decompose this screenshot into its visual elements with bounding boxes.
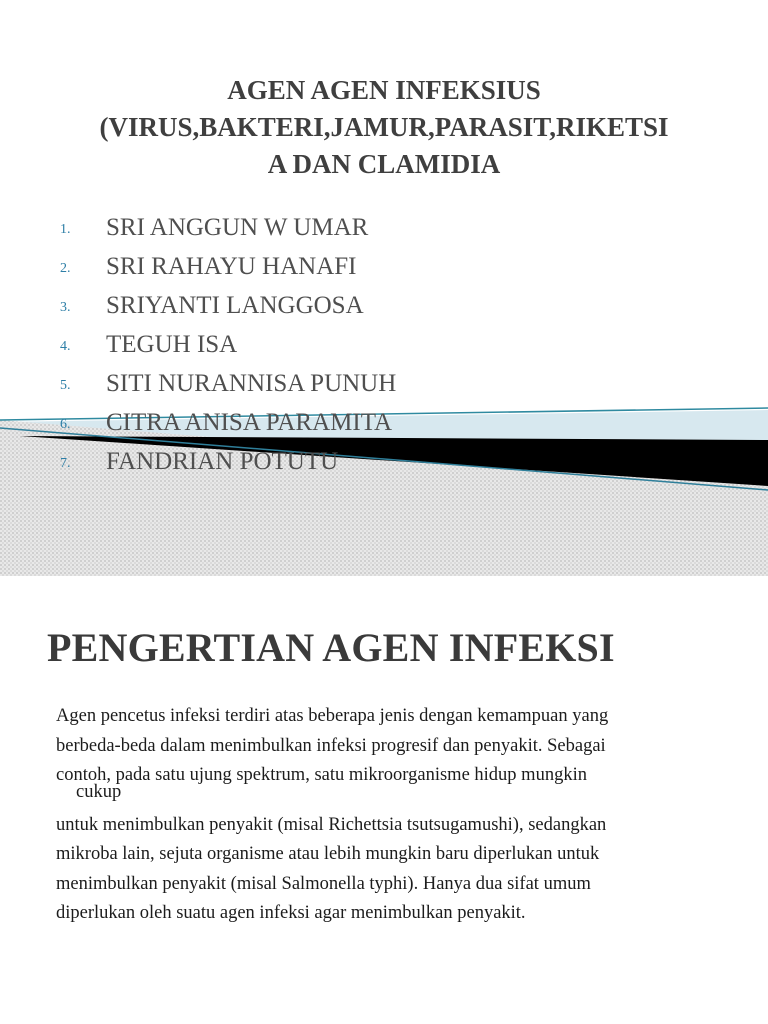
paragraph-line: berbeda-beda dalam menimbulkan infeksi progresif dan penyakit. Sebagai [56, 735, 606, 756]
list-item [60, 325, 396, 364]
paragraph-line: diperlukan oleh suatu agen infeksi agar menimbulkan penyakit. [56, 903, 526, 923]
list-number: 1. [60, 221, 71, 237]
list-number: 6. [60, 416, 71, 432]
title-line-1: AGEN AGEN INFEKSIUS [227, 75, 541, 105]
slide-2 [0, 576, 768, 1024]
list-item [60, 247, 396, 286]
list-item [60, 208, 396, 247]
member-name: SITI NURANNISA PUNUH [106, 369, 397, 397]
paragraph-line: menimbulkan penyakit (misal Salmonella typhi). Hanya dua sifat umum [56, 873, 591, 894]
member-list [60, 208, 396, 481]
list-number: 3. [60, 299, 71, 315]
list-item [60, 364, 396, 403]
slide-2-title: PENGERTIAN AGEN INFEKSI [47, 625, 615, 670]
title-line-2: (VIRUS,BAKTERI,JAMUR,PARASIT,RIKETSI [99, 112, 669, 142]
paragraph-line: Agen pencetus infeksi terdiri atas beberapa jenis dengan kemampuan yang [56, 706, 609, 726]
list-item [60, 286, 396, 325]
member-name: TEGUH ISA [106, 330, 238, 358]
definition-paragraph [56, 702, 756, 929]
member-name: SRI RAHAYU HANAFI [106, 252, 357, 280]
list-number: 7. [60, 455, 71, 471]
slide-1-title [40, 72, 728, 183]
member-name: SRIYANTI LANGGOSA [106, 291, 364, 319]
list-item [60, 403, 396, 442]
list-item [60, 442, 396, 481]
list-number: 5. [60, 377, 71, 393]
member-name: FANDRIAN POTUTU [106, 447, 339, 475]
member-name: SRI ANGGUN W UMAR [106, 213, 369, 241]
list-number: 4. [60, 338, 71, 354]
paragraph-line: mikroba lain, sejuta organisme atau lebih mungkin baru diperlukan untuk [56, 844, 600, 864]
member-name: CITRA ANISA PARAMITA [106, 408, 393, 436]
list-number: 2. [60, 260, 71, 276]
paragraph-line: cukup [76, 781, 122, 802]
paragraph-line: contoh, pada satu ujung spektrum, satu mikroorganisme hidup mungkin [56, 765, 587, 785]
paragraph-line: untuk menimbulkan penyakit (misal Richettsia tsutsugamushi), sedangkan [56, 814, 607, 835]
title-line-3: A DAN CLAMIDIA [267, 149, 501, 179]
